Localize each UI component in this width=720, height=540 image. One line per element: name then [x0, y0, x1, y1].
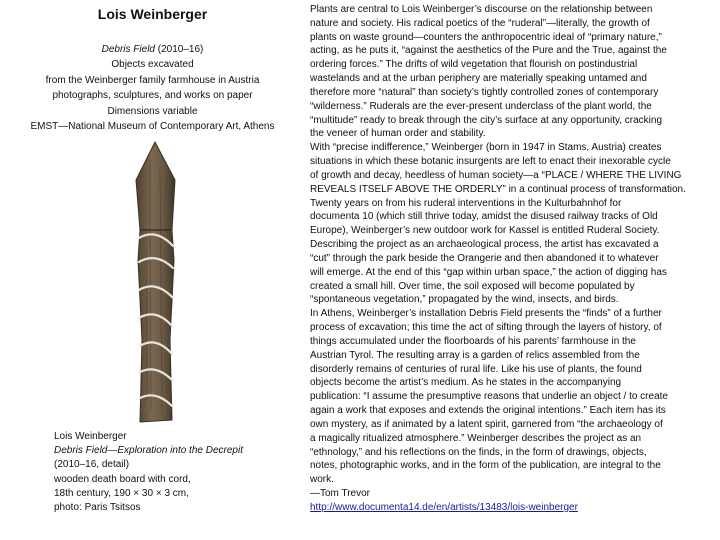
- essay-line: work.: [310, 474, 334, 486]
- death-board-photo: [120, 140, 190, 425]
- caption-work: Debris Field—Exploration into the Decrepit: [54, 445, 243, 457]
- essay-line: ordering forces.” The drifts of wild vegetation that flourish on postindustrial: [310, 59, 638, 71]
- essay-line: “ethnology,” and his reflections on the finds, in the form of drawings, objects,: [310, 446, 647, 458]
- caption-artist: Lois Weinberger: [54, 431, 127, 442]
- info-line: Objects excavated: [111, 59, 194, 71]
- work-title: Debris Field: [101, 44, 155, 55]
- essay-line: publication: “I assume the presumptive reasons that underlie an object / to create: [310, 391, 668, 403]
- essay-line: nature and society. His radical poetics of the “ruderal”—literally, the growth of: [310, 17, 650, 29]
- essay-line: notes, photographic works, and in the form of the publication, are integral to the: [310, 460, 661, 472]
- essay-line: Plants are central to Lois Weinberger’s discourse on the relationship between: [310, 4, 653, 15]
- essay-line: Europe), Weinberger’s new outdoor work for Kassel is entitled Ruderal Society.: [310, 225, 660, 237]
- essay-line: “multitude” ready to break through the city’s surface at any opportunity, cracking: [310, 114, 663, 126]
- essay-author: —Tom Trevor: [310, 487, 371, 499]
- photo-caption: [54, 430, 243, 515]
- essay-line: wastelands and at the urban periphery are materially speaking untamed and: [310, 73, 647, 85]
- essay-line: plants on waste ground—counters the anthropocentric ideal of “primary nature,”: [310, 31, 662, 43]
- essay-text: [310, 3, 716, 515]
- essay-line: “wilderness.” Ruderals are the ever-present underclass of the plant world, the: [310, 100, 652, 112]
- left-column: [0, 0, 305, 540]
- info-line: Dimensions variable: [107, 105, 198, 117]
- work-title-line: [0, 42, 305, 57]
- essay-line: documenta 10 (which still thrive today, amidst the disused railway tracks of Old: [310, 211, 658, 223]
- essay-line: Twenty years on from his ruderal interventions in the Kulturbahnhof for: [310, 197, 622, 209]
- essay-line: situations in which these botanic insurgents are left to enact their inexorable cycle: [310, 156, 671, 168]
- essay-line: things accumulated under the floorboards of his parents’ farmhouse in the: [310, 335, 636, 347]
- work-years: (2010–16): [154, 44, 204, 55]
- essay-line: “cut” through the park beside the Orangerie and then abandoned it to whatever: [310, 252, 659, 264]
- essay-line: created a small hill. Over time, the soil exposed will become populated by: [310, 280, 635, 292]
- artist-title: Lois Weinberger: [97, 6, 208, 22]
- essay-line: With “precise indifference,” Weinberger (born in 1947 in Stams, Austria) creates: [310, 142, 662, 154]
- essay-line: Austrian Tyrol. The resulting array is a garden of relics assembled from the: [310, 349, 640, 361]
- essay-line: will emerge. At the end of this “gap within urban space,” the action of digging has: [310, 266, 667, 278]
- essay-line: the veneer of human order and stability.: [310, 128, 486, 140]
- artwork-info: [0, 42, 305, 134]
- essay-line: REVEALS ITSELF ABOVE THE ORDERLY” in a continual process of transformation.: [310, 183, 686, 195]
- info-line: EMST—National Museum of Contemporary Art, Athens: [30, 121, 275, 133]
- essay-line: objects become the artist’s medium. As he states in the accompanying: [310, 377, 622, 389]
- caption-line: (2010–16, detail): [54, 459, 130, 471]
- caption-line: 18th century, 190 × 30 × 3 cm,: [54, 487, 189, 499]
- essay-line: a magically ritualized atmosphere.” Weinberger describes the project as an: [310, 432, 642, 444]
- documenta-link[interactable]: http://www.documenta14.de/en/artists/13483/lois-weinberger: [310, 501, 578, 513]
- essay-line: of growth and decay, heedless of human society—a “PLACE / WHERE THE LIVING: [310, 169, 682, 181]
- essay-line: acting, as he puts it, “against the aesthetics of the Pure and the True, against the: [310, 45, 667, 57]
- essay-line: again a work that exposes and extends the original intentions.” Each item has its: [310, 405, 666, 417]
- essay-line: own mystery, as if animated by a latent spirit, garnered from “the archaeology of: [310, 418, 663, 430]
- essay-line: therefore more “natural” than society’s tightly controlled zones of contemporary: [310, 86, 659, 98]
- essay-line: disorderly remains of centuries of rural life. Like his use of plants, the found: [310, 363, 642, 375]
- essay-line: process of excavation; this time the act of sifting through the layers of history, of: [310, 322, 662, 334]
- info-line: photographs, sculptures, and works on paper: [52, 90, 253, 102]
- essay-line: “spontaneous vegetation,” propagated by the wind, insects, and birds.: [310, 294, 619, 306]
- caption-line: wooden death board with cord,: [54, 473, 191, 485]
- caption-line: photo: Paris Tsitsos: [54, 502, 141, 514]
- info-line: from the Weinberger family farmhouse in Austria: [45, 74, 260, 86]
- essay-line: Describing the project as an archaeological process, the artist has excavated a: [310, 239, 659, 251]
- essay-line: In Athens, Weinberger’s installation Debris Field presents the “finds” of a further: [310, 308, 662, 320]
